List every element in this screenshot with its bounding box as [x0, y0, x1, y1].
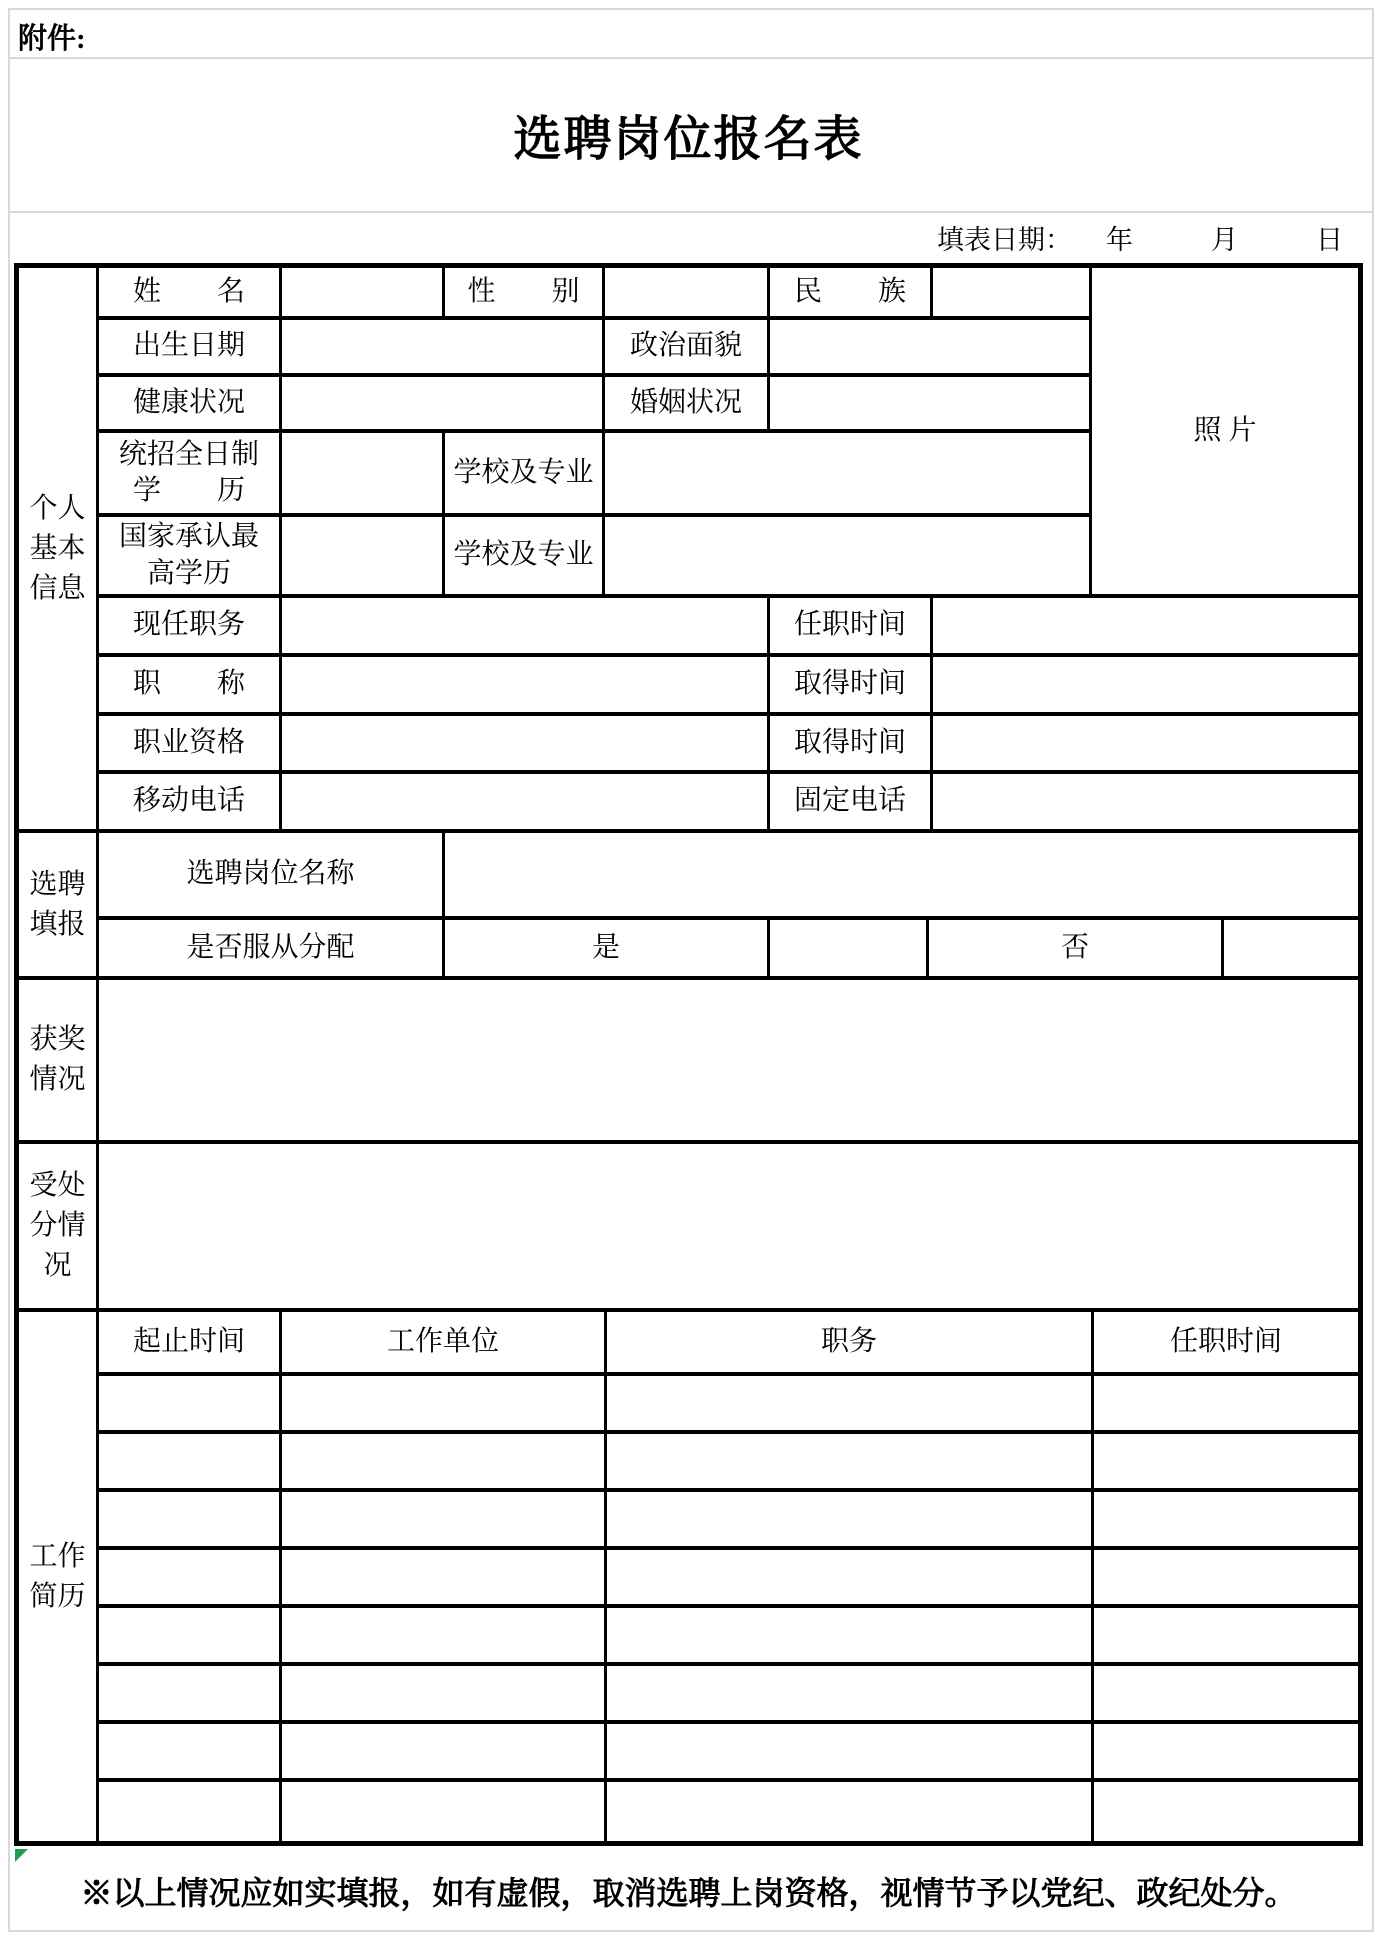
fulltime-school-major-value-cell[interactable]: [605, 433, 1092, 517]
work-row-7-col-4-cell[interactable]: [1094, 1724, 1358, 1782]
obey-assignment-label: 是否服从分配: [99, 920, 445, 980]
work-row-2-col-4-cell[interactable]: [1094, 1434, 1358, 1492]
photo-cell[interactable]: 照 片: [1092, 268, 1358, 598]
work-header-employer: 工作单位: [282, 1312, 607, 1376]
prof-title-label: 职 称: [99, 657, 282, 716]
work-row-2-col-1-cell[interactable]: [99, 1434, 282, 1492]
work-row-6-col-1-cell[interactable]: [99, 1666, 282, 1724]
section-awards: 获奖情况: [19, 980, 99, 1144]
landline-value-cell[interactable]: [933, 774, 1358, 833]
section-discipline: 受处分情况: [19, 1144, 99, 1312]
prof-title-value-cell[interactable]: [282, 657, 770, 716]
work-row-6-col-2-cell[interactable]: [282, 1666, 607, 1724]
name-label: 姓 名: [99, 268, 282, 320]
gender-label: 性 别: [445, 268, 605, 320]
form-title: 选聘岗位报名表: [513, 113, 864, 166]
work-row-2-col-3-cell[interactable]: [607, 1434, 1094, 1492]
work-row-1-col-1-cell[interactable]: [99, 1376, 282, 1434]
fulltime-education-value-cell[interactable]: [282, 433, 445, 517]
gridline-right: [1372, 8, 1374, 1932]
obey-no-cell[interactable]: 否: [929, 920, 1224, 980]
obey-yes-mark-cell[interactable]: [770, 920, 929, 980]
post-time-value-cell[interactable]: [933, 598, 1358, 657]
post-name-label: 选聘岗位名称: [99, 833, 445, 920]
ethnicity-value-cell[interactable]: [933, 268, 1092, 320]
political-status-label: 政治面貌: [605, 320, 770, 377]
current-post-value-cell[interactable]: [282, 598, 770, 657]
attachment-label: 附件:: [18, 23, 86, 55]
vocational-label: 职业资格: [99, 716, 282, 774]
work-row-8-col-4-cell[interactable]: [1094, 1782, 1358, 1841]
work-row-5-col-2-cell[interactable]: [282, 1608, 607, 1666]
obey-yes-cell[interactable]: 是: [445, 920, 770, 980]
date-month-label: 月: [1211, 225, 1238, 255]
work-row-6-col-3-cell[interactable]: [607, 1666, 1094, 1724]
vocational-time-value-cell[interactable]: [933, 716, 1358, 774]
work-row-8-col-2-cell[interactable]: [282, 1782, 607, 1841]
highest-education-label: 国家承认最 高学历: [99, 517, 282, 598]
work-row-1-col-3-cell[interactable]: [607, 1376, 1094, 1434]
mobile-phone-label: 移动电话: [99, 774, 282, 833]
work-row-7-col-1-cell[interactable]: [99, 1724, 282, 1782]
work-row-1-col-4-cell[interactable]: [1094, 1376, 1358, 1434]
post-name-value-cell[interactable]: [445, 833, 1358, 920]
work-row-3-col-1-cell[interactable]: [99, 1492, 282, 1550]
obey-no-mark-cell[interactable]: [1224, 920, 1358, 980]
landline-label: 固定电话: [770, 774, 933, 833]
work-row-4-col-2-cell[interactable]: [282, 1550, 607, 1608]
work-history-grid: [99, 1376, 1358, 1841]
section-personal-info: 个人基本信息: [19, 268, 99, 833]
current-post-label: 现任职务: [99, 598, 282, 657]
work-row-3-col-2-cell[interactable]: [282, 1492, 607, 1550]
birth-date-value-cell[interactable]: [282, 320, 605, 377]
awards-value-cell[interactable]: [99, 980, 1358, 1144]
ethnicity-label: 民 族: [770, 268, 933, 320]
gridline-bottom: [8, 1930, 1374, 1932]
vocational-time-label: 取得时间: [770, 716, 933, 774]
date-year-label: 年: [1106, 225, 1133, 255]
name-value-cell[interactable]: [282, 268, 445, 320]
health-label: 健康状况: [99, 377, 282, 433]
vocational-value-cell[interactable]: [282, 716, 770, 774]
work-header-tenure: 任职时间: [1094, 1312, 1358, 1376]
work-row-4-col-3-cell[interactable]: [607, 1550, 1094, 1608]
fulltime-school-major-label: 学校及专业: [445, 433, 605, 517]
work-header-position: 职务: [607, 1312, 1094, 1376]
prof-title-time-label: 取得时间: [770, 657, 933, 716]
work-row-3-col-4-cell[interactable]: [1094, 1492, 1358, 1550]
work-row-7-col-2-cell[interactable]: [282, 1724, 607, 1782]
gender-value-cell[interactable]: [605, 268, 770, 320]
application-form-table: [14, 263, 1363, 1846]
birth-date-label: 出生日期: [99, 320, 282, 377]
footer-note: ※以上情况应如实填报，如有虚假，取消选聘上岗资格，视情节予以党纪、政纪处分。: [80, 1874, 1297, 1911]
work-row-3-col-3-cell[interactable]: [607, 1492, 1094, 1550]
health-value-cell[interactable]: [282, 377, 605, 433]
work-row-5-col-4-cell[interactable]: [1094, 1608, 1358, 1666]
work-row-7-col-3-cell[interactable]: [607, 1724, 1094, 1782]
mobile-phone-value-cell[interactable]: [282, 774, 770, 833]
fulltime-education-label: 统招全日制 学 历: [99, 433, 282, 517]
discipline-value-cell[interactable]: [99, 1144, 1358, 1312]
section-work-history: 工作简历: [19, 1312, 99, 1841]
gridline-top: [8, 8, 1374, 10]
work-header-period: 起止时间: [99, 1312, 282, 1376]
marital-status-label: 婚姻状况: [605, 377, 770, 433]
post-time-label: 任职时间: [770, 598, 933, 657]
section-application: 选聘填报: [19, 833, 99, 980]
date-label: 填表日期：: [937, 225, 1072, 255]
marital-status-value-cell[interactable]: [770, 377, 1092, 433]
work-row-5-col-3-cell[interactable]: [607, 1608, 1094, 1666]
work-row-8-col-3-cell[interactable]: [607, 1782, 1094, 1841]
highest-school-major-value-cell[interactable]: [605, 517, 1092, 598]
gridline-left: [8, 8, 10, 1932]
political-status-value-cell[interactable]: [770, 320, 1092, 377]
work-row-1-col-2-cell[interactable]: [282, 1376, 607, 1434]
highest-school-major-label: 学校及专业: [445, 517, 605, 598]
work-row-5-col-1-cell[interactable]: [99, 1608, 282, 1666]
work-row-2-col-2-cell[interactable]: [282, 1434, 607, 1492]
work-row-6-col-4-cell[interactable]: [1094, 1666, 1358, 1724]
work-row-4-col-4-cell[interactable]: [1094, 1550, 1358, 1608]
date-line: [14, 212, 1363, 263]
date-day-label: 日: [1316, 225, 1343, 255]
prof-title-time-value-cell[interactable]: [933, 657, 1358, 716]
highest-education-value-cell[interactable]: [282, 517, 445, 598]
work-row-4-col-1-cell[interactable]: [99, 1550, 282, 1608]
work-row-8-col-1-cell[interactable]: [99, 1782, 282, 1841]
